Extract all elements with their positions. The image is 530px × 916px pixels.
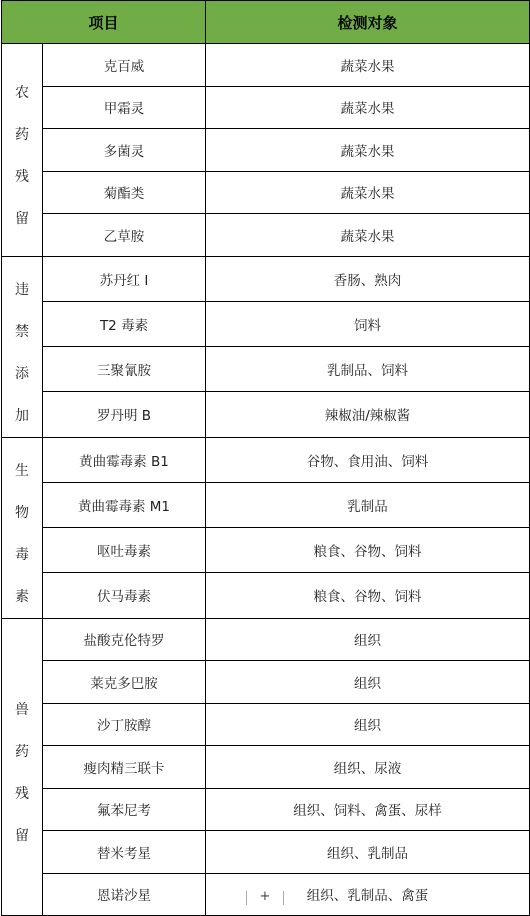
item-cell[interactable]: 伏马毒素 [43,573,206,618]
category-char: 农 [15,84,29,101]
target-cell[interactable]: 组织、饲料、禽蛋、尿样 [206,788,530,831]
item-cell[interactable]: 莱克多巴胺 [43,661,206,704]
category-char: 生 [15,462,29,479]
category-char: 药 [15,126,29,143]
table-row [2,661,530,704]
target-cell[interactable]: 香肠、熟肉 [206,256,530,301]
table-row [2,392,530,437]
table-row [2,703,530,746]
table-row [2,788,530,831]
item-cell[interactable]: 呕吐毒素 [43,528,206,573]
table-row [2,528,530,573]
item-cell[interactable]: 替米考星 [43,831,206,874]
target-cell[interactable]: 粮食、谷物、饲料 [206,528,530,573]
table-row [2,214,530,257]
category-char: 残 [15,785,29,802]
header-target[interactable]: 检测对象 [206,1,530,44]
header-item[interactable]: 项目 [2,1,206,44]
plus-icon[interactable]: + [259,889,271,904]
table-row [2,301,530,346]
item-cell[interactable]: 瘦肉精三联卡 [43,746,206,789]
table-body [2,44,530,916]
category-cell[interactable] [2,44,43,257]
item-cell[interactable]: 苏丹红 I [43,256,206,301]
category-char: 兽 [15,701,29,718]
category-char: 药 [15,743,29,760]
item-cell[interactable]: 黄曲霉毒素 M1 [43,482,206,527]
target-cell[interactable]: 组织、尿液 [206,746,530,789]
item-cell[interactable]: 盐酸克伦特罗 [43,618,206,661]
target-cell[interactable]: 蔬菜水果 [206,171,530,214]
category-char: 留 [15,210,29,227]
table-row [2,44,530,87]
item-cell[interactable]: 三聚氰胺 [43,347,206,392]
target-cell[interactable]: 组织 [206,703,530,746]
item-cell[interactable]: 恩诺沙星 [43,873,206,916]
table-row [2,482,530,527]
header-row [2,1,530,44]
category-char: 添 [15,365,29,382]
table-row [2,831,530,874]
table-row [2,746,530,789]
category-char: 违 [15,281,29,298]
item-cell[interactable]: 克百威 [43,44,206,87]
category-char: 禁 [15,323,29,340]
item-cell[interactable]: 甲霜灵 [43,86,206,129]
table-row [2,171,530,214]
item-cell[interactable]: 黄曲霉毒素 B1 [43,437,206,482]
target-cell[interactable]: 蔬菜水果 [206,129,530,172]
target-cell[interactable]: 组织、乳制品、禽蛋 [206,873,530,916]
item-cell[interactable]: 沙丁胺醇 [43,703,206,746]
item-cell[interactable]: T2 毒素 [43,301,206,346]
target-cell[interactable]: 乳制品、饲料 [206,347,530,392]
target-cell[interactable]: 乳制品 [206,482,530,527]
table-row [2,573,530,618]
category-char: 素 [15,588,29,605]
item-cell[interactable]: 乙草胺 [43,214,206,257]
category-char: 毒 [15,546,29,563]
target-cell[interactable]: 粮食、谷物、饲料 [206,573,530,618]
target-cell[interactable]: 蔬菜水果 [206,44,530,87]
target-cell[interactable]: 谷物、食用油、饲料 [206,437,530,482]
table-row [2,256,530,301]
category-char: 留 [15,827,29,844]
table-row [2,618,530,661]
table-row [2,86,530,129]
target-cell[interactable]: 组织 [206,618,530,661]
target-cell[interactable]: 组织、乳制品 [206,831,530,874]
item-cell[interactable]: 氟苯尼考 [43,788,206,831]
target-cell[interactable]: 饲料 [206,301,530,346]
detection-table [1,0,530,916]
category-char: 加 [15,407,29,424]
target-cell[interactable]: 组织 [206,661,530,704]
category-cell[interactable] [2,256,43,437]
item-cell[interactable]: 菊酯类 [43,171,206,214]
item-cell[interactable]: 罗丹明 B [43,392,206,437]
target-cell[interactable]: 蔬菜水果 [206,214,530,257]
table-row [2,347,530,392]
target-cell[interactable]: 蔬菜水果 [206,86,530,129]
category-char: 物 [15,504,29,521]
category-cell[interactable] [2,618,43,916]
category-char: 残 [15,168,29,185]
table-row [2,129,530,172]
category-cell[interactable] [2,437,43,618]
target-cell[interactable]: 辣椒油/辣椒酱 [206,392,530,437]
item-cell[interactable]: 多菌灵 [43,129,206,172]
table-row [2,437,530,482]
add-sheet-button[interactable] [246,891,284,905]
